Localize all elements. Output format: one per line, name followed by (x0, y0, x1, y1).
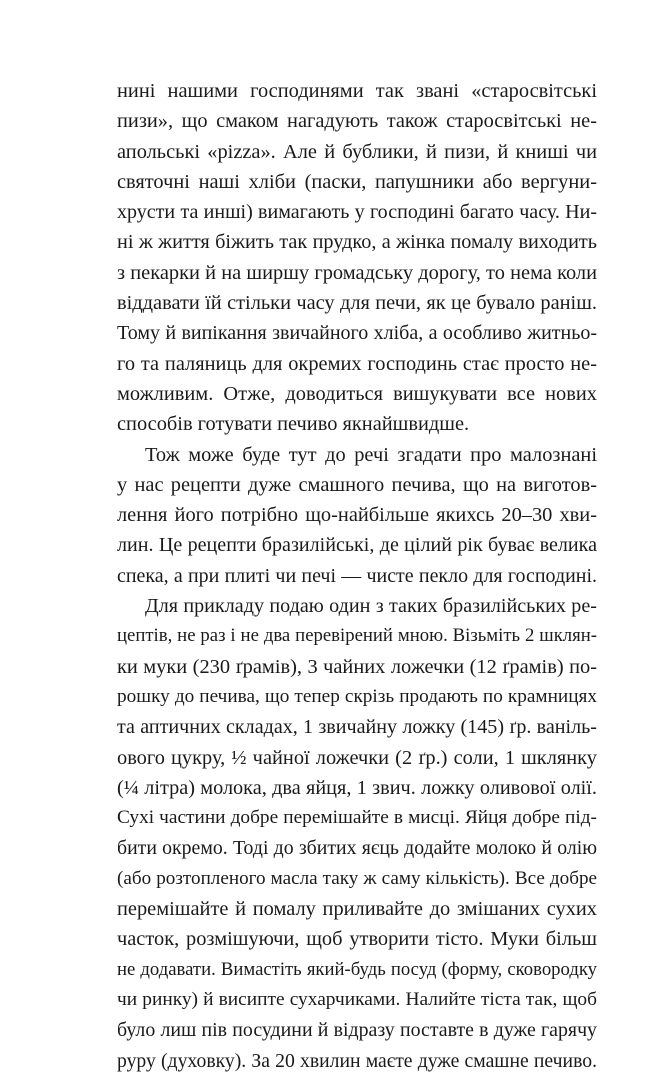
text-line: бити окремо. Тоді до збитих яєць додайте молоко й олію (117, 837, 597, 860)
text-line: пизи», що смаком нагадують також старосвітські не- (117, 110, 597, 133)
text-line: та аптичних складах, 1 звичайну ложку (145) ґр. ваніль- (117, 716, 597, 739)
text-line: можливим. Отже, доводиться вишукувати все нових (117, 382, 597, 405)
text-line: го та паляниць для окремих господинь стає просто не- (117, 352, 597, 375)
paragraph-2 (117, 440, 597, 591)
text-line: (або розтопленого масла таку ж саму кількість). Все добре (117, 867, 597, 889)
body-text (117, 76, 597, 1076)
text-line: лення його потрібно що-найбільше якихсь 20–30 хви- (117, 504, 597, 527)
text-line: було лиш пів посудини й відразу поставте в дуже гарячу (117, 1019, 597, 1042)
text-line: апольські «pizza». Але й бублики, й пизи, й книші чи (117, 140, 597, 163)
text-line: ки муки (230 ґрамів), 3 чайних ложечки (12 ґрамів) по- (117, 655, 597, 678)
text-line: способів готувати печиво якнайшвидше. (117, 413, 470, 436)
text-line: віддавати їй стільки часу для печи, як це бувало раніш. (117, 292, 597, 315)
text-line: не додавати. Вимастіть який-будь посуд (форму, сковородку (117, 958, 597, 980)
paragraph-1 (117, 76, 597, 440)
text-line: хрусти та инші) вимагають у господині багато часу. Ни- (117, 201, 597, 224)
text-line: у нас рецепти дуже смашного печива, що на виготов- (117, 473, 597, 496)
paragraph-3 (117, 591, 597, 1076)
text-line: спека, а при плиті чи печі — чисте пекло для господині. (117, 564, 597, 587)
text-line: Тому й випікання звичайного хліба, а особливо житньо- (117, 322, 597, 345)
text-line: перемішайте й помалу приливайте до змішаних сухих (117, 898, 597, 921)
text-line: цептів, не раз і не два перевірений мною. Візьміть 2 шклян- (117, 625, 597, 647)
text-line: Для прикладу подаю один з таких бразилійських ре- (145, 595, 597, 618)
text-line: нині нашими господинями так звані «старосвітські (117, 80, 597, 102)
text-line: святочні наші хліби (паски, папушники або вергуни- (117, 170, 597, 193)
text-line: часток, розмішуючи, щоб утворити тісто. Муки більш (117, 928, 597, 951)
text-line: Сухі частини добре перемішайте в мисці. Яйця добре під- (117, 807, 597, 829)
text-line: ні ж життя біжить так прудко, а жінка помалу виходить (117, 231, 597, 254)
text-line: руру (духовку). За 20 хвилин маєте дуже смашне печиво. (117, 1049, 597, 1072)
text-line: чи ринку) й висипте сухарчиками. Налийте тіста так, щоб (117, 988, 597, 1010)
text-line: (¼ літра) молока, два яйця, 1 звич. ложку оливової олії. (117, 776, 597, 799)
text-line: рошку до печива, що тепер скрізь продають по крамницях (117, 685, 597, 707)
text-line: лин. Це рецепти бразилійські, де цілий рік буває велика (117, 534, 597, 557)
text-line: ового цукру, ½ чайної ложечки (2 ґр.) соли, 1 шклянку (117, 746, 597, 769)
text-line: Тож може буде тут до речі згадати про малознані (145, 443, 597, 466)
text-line: з пекарки й на ширшу громадську дорогу, то нема коли (117, 261, 597, 284)
